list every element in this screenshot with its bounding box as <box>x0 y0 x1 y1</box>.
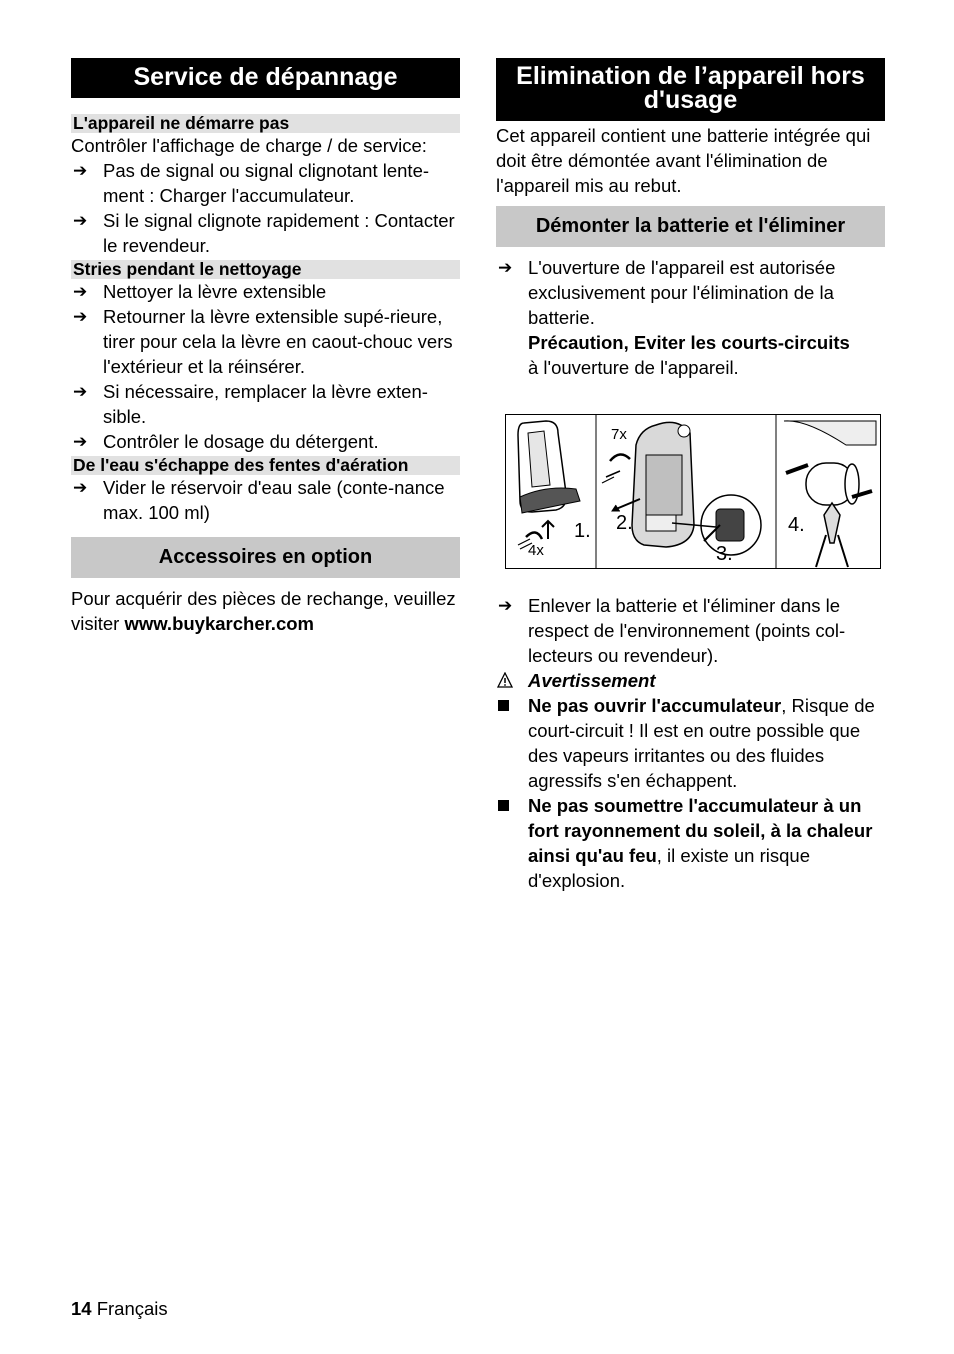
paragraph-disposal-intro: Cet appareil contient une batterie intégrée qui doit être démontée avant l'élimination de l'appareil mis au rebut. <box>496 125 871 196</box>
figure-step-3: 3. <box>716 543 733 565</box>
heading-optional-accessories: Accessoires en option <box>71 537 460 578</box>
figure-label-4x: 4x <box>528 542 544 559</box>
illustration-svg <box>506 415 880 568</box>
subheading-device-does-not-start: L'appareil ne démarre pas <box>71 114 460 133</box>
arrow-right-icon: ➔ <box>73 307 88 326</box>
arrow-right-icon: ➔ <box>73 432 88 451</box>
heading-remove-battery: Démonter la batterie et l'éliminer <box>496 206 885 247</box>
footer-language: Français <box>96 1298 168 1319</box>
arrow-right-icon: ➔ <box>73 161 88 180</box>
list-item: Ne pas soumettre l'accumulateur à un fort rayonnement du soleil, à la chaleur ainsi qu'au feu, il existe un risque d'explosion. <box>496 793 885 893</box>
list-item: ➔ Retourner la lèvre extensible supé-rieure, tirer pour cela la lèvre en caout-chouc vers l'extérieur et la réinsérer. <box>73 306 453 377</box>
left-column <box>71 58 460 636</box>
arrow-right-icon: ➔ <box>498 258 513 277</box>
list-item: ➔ Enlever la batterie et l'éliminer dans le respect de l'environnement (points col-lecteurs ou revendeur). <box>498 595 846 666</box>
list-item: ➔ Nettoyer la lèvre extensible <box>73 281 327 302</box>
subheading-streaks: Stries pendant le nettoyage <box>71 260 460 279</box>
square-bullet-icon <box>498 800 509 811</box>
list-item: ➔ Si le signal clignote rapidement : Contacter le revendeur. <box>73 210 455 256</box>
list-item: ➔ Si nécessaire, remplacer la lèvre exten-sible. <box>73 381 428 427</box>
arrow-right-icon: ➔ <box>73 282 88 301</box>
paragraph-accessories: Pour acquérir des pièces de rechange, veuillez visiter www.buykarcher.com <box>71 588 456 634</box>
list-item: ➔ Pas de signal ou signal clignotant lente-ment : Charger l'accumulateur. <box>73 160 430 206</box>
warning-heading: Avertissement <box>496 668 885 693</box>
battery-removal-illustration <box>505 414 881 569</box>
section-title-troubleshooting: Service de dépannage <box>71 58 460 98</box>
subheading-water-leak: De l'eau s'échappe des fentes d'aération <box>71 456 460 475</box>
arrow-right-icon: ➔ <box>498 596 513 615</box>
page-footer <box>71 1296 168 1321</box>
figure-label-7x: 7x <box>611 426 627 443</box>
paragraph-check-display: Contrôler l'affichage de charge / de service: <box>71 135 427 156</box>
link-buykarcher[interactable]: www.buykarcher.com <box>124 613 314 634</box>
list-item: ➔ L'ouverture de l'appareil est autorisée exclusivement pour l'élimination de la batterie. Précaution, Eviter les courts-circuits à l'ouverture de l'appareil. <box>498 257 850 378</box>
figure-step-4: 4. <box>788 514 805 536</box>
figure-step-2: 2. <box>616 512 633 534</box>
list-item: ➔ Vider le réservoir d'eau sale (conte-nance max. 100 ml) <box>73 477 445 523</box>
right-column <box>496 58 885 893</box>
warning-triangle-icon <box>497 669 513 694</box>
square-bullet-icon <box>498 700 509 711</box>
figure-step-1: 1. <box>574 520 591 542</box>
list-item: Ne pas ouvrir l'accumulateur, Risque de court-circuit ! Il est en outre possible que des vapeurs irritantes ou des fluides agressifs s'en échappent. <box>496 693 885 793</box>
section-title-disposal: Elimination de l’appareil hors d'usage <box>496 58 885 121</box>
list-item: ➔ Contrôler le dosage du détergent. <box>73 431 379 452</box>
arrow-right-icon: ➔ <box>73 478 88 497</box>
page-number: 14 <box>71 1298 92 1319</box>
arrow-right-icon: ➔ <box>73 382 88 401</box>
arrow-right-icon: ➔ <box>73 211 88 230</box>
